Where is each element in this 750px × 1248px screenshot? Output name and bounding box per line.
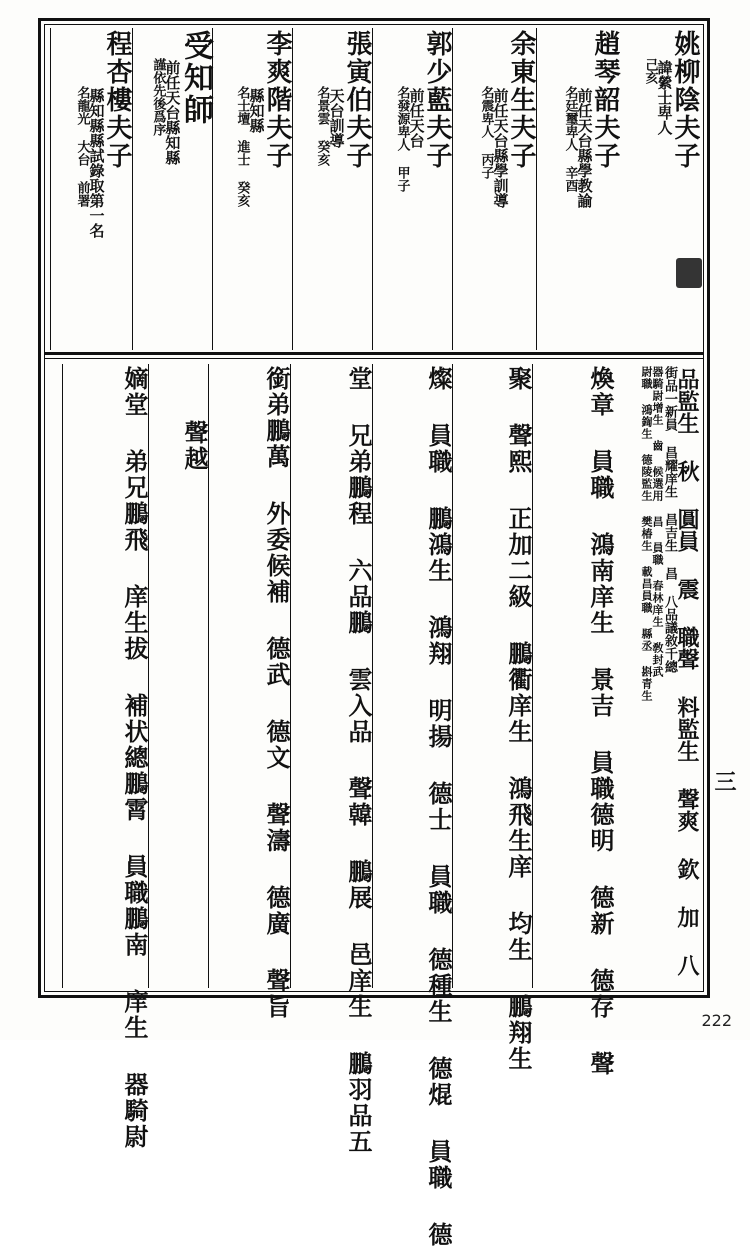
entry-note-right-8: 縣知縣縣試錄取第一名 <box>87 88 106 238</box>
entry-note-left-8: 名龍光 大台 前署 <box>74 86 90 207</box>
entry-column-3[interactable] <box>452 28 536 350</box>
entry-note-right-1: 諱縈士卑人 <box>655 60 674 135</box>
entry-note-left-1: 己亥 <box>642 58 658 84</box>
entry-note-left-4: 名發源卑人 甲子 <box>394 86 410 192</box>
upper-register <box>48 28 700 350</box>
name-list-column-8[interactable] <box>62 364 149 1150</box>
name-list-column-3[interactable] <box>452 364 533 1072</box>
entry-note-left-7: 謹依先後爲序 <box>150 58 166 136</box>
entry-column-7[interactable] <box>132 28 212 350</box>
entry-name-6: 李爽階夫子 <box>262 30 292 170</box>
name-list-text-8: 嫡堂 弟兄鵬飛 庠生拔 補状總鵬霄 員職鵬南 庠生 器騎尉 <box>120 366 149 1150</box>
name-list-note-1c: 尉職 鴻鍧生 德陵監生 樊椿生 載昌員職 縣丞 斟青生 <box>640 366 653 702</box>
entry-note-right-7: 前任天台縣知縣 <box>163 60 182 165</box>
name-list-column-5[interactable] <box>290 364 373 1155</box>
name-list-text-4: 燦 員職 鵬鴻生 鴻翔 明揚 德士 員職 德種生 德焜 員職 德 <box>424 366 453 1248</box>
folio-number: 222 <box>701 1011 732 1030</box>
entry-note-left-5: 名景雲 癸亥 <box>314 86 330 166</box>
entry-column-6[interactable] <box>212 28 292 350</box>
name-list-column-6[interactable] <box>208 364 291 1020</box>
name-list-text-2: 煥章 員職 鴻南庠生 景吉 員職德明 德新 德存 聲 <box>586 366 615 1077</box>
entry-note-right-2: 前任天台縣學教諭 <box>575 88 594 208</box>
entry-name-4: 郭少藍夫子 <box>422 30 452 170</box>
name-list-text-6: 銜弟鵬萬 外委候補 德武 德文 聲濤 德廣 聲旨 <box>262 366 291 1020</box>
entry-note-right-6: 縣知縣 <box>247 88 266 133</box>
name-list-column-7[interactable] <box>148 364 208 988</box>
name-list-text-3: 聚 聲熙 正加二級 鵬衢庠生 鴻飛生庠 均生 鵬翔生 <box>504 366 533 1072</box>
entry-name-2: 趙琴韶夫子 <box>590 30 620 170</box>
edge-mark: 三 <box>711 770 737 792</box>
name-list-column-4[interactable] <box>372 364 453 1248</box>
entry-note-right-4: 前任天台 <box>407 88 426 148</box>
entry-column-1[interactable] <box>620 28 700 350</box>
entry-column-4[interactable] <box>372 28 452 350</box>
name-list-note-1b: 器騎尉增生 齒 候選用 昌 員職 春林庠生 敎封武 <box>651 366 664 678</box>
entry-note-right-3: 前任天台縣學訓導 <box>491 88 510 208</box>
entry-note-left-6: 名士壇 進士 癸亥 <box>234 86 250 207</box>
entry-column-2[interactable] <box>536 28 620 350</box>
entry-name-8: 程杏樓夫子 <box>102 30 132 170</box>
register-divider <box>45 352 703 355</box>
entry-name-3: 余東生夫子 <box>506 30 536 170</box>
name-list-text-1: 品監生 秋 圓員 震 職聲 料監生 聲爽 欽 加 八 <box>674 368 700 976</box>
name-list-text-5: 堂 兄弟鵬程 六品鵬 雲入品 聲韓 鵬展 邑庠生 鵬羽品五 <box>344 366 373 1155</box>
entry-name-1: 姚柳陰夫子 <box>670 30 700 170</box>
section-heading: 受知師 <box>178 30 213 126</box>
entry-note-left-2: 名廷璽卑人 辛酉 <box>562 86 578 192</box>
entry-column-8[interactable] <box>50 28 132 350</box>
name-list-column-1[interactable] <box>614 364 700 988</box>
name-list-note-1a: 街品一新員 昌耀庠生 昌吉生 昌 八品議敘千總 <box>662 366 677 673</box>
entry-note-left-3: 名震卑人 丙子 <box>478 86 494 179</box>
name-list-column-2[interactable] <box>532 364 615 1077</box>
register-divider-thin <box>45 358 703 359</box>
lower-register <box>48 364 700 1248</box>
entry-note-right-5: 天台訓導 <box>327 88 346 148</box>
entry-name-5: 張寅伯夫子 <box>342 30 372 170</box>
name-list-text-7: 聲越 <box>180 420 209 472</box>
entry-column-5[interactable] <box>292 28 372 350</box>
